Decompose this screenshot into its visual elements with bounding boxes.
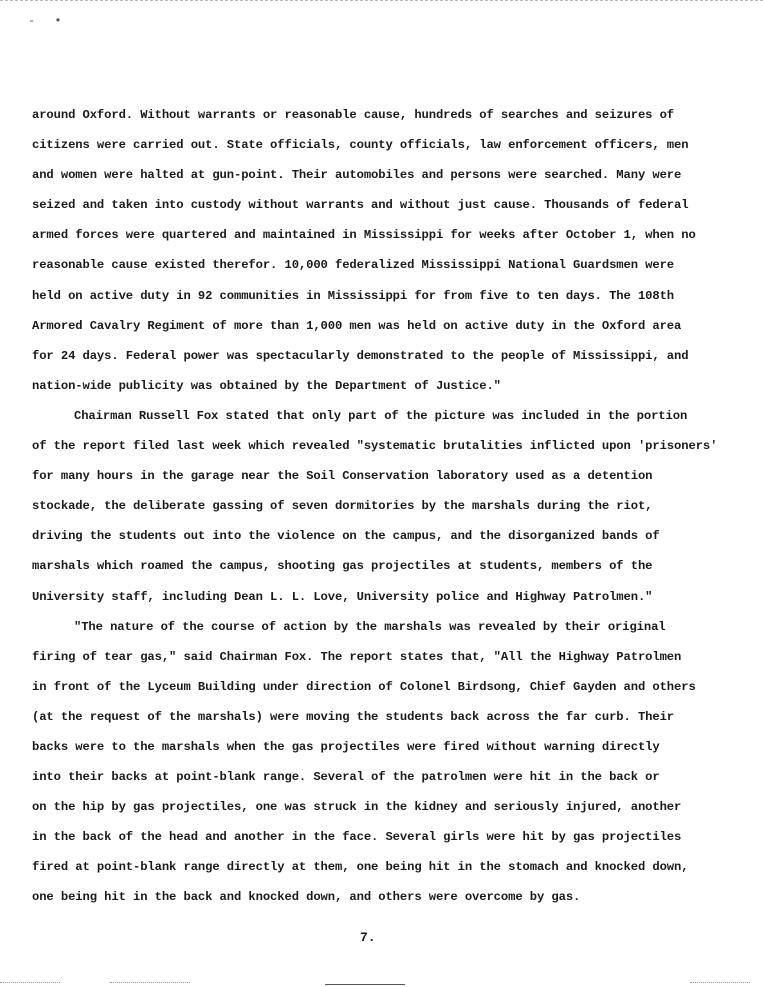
bottom-scan-dots-right [690,982,750,983]
text-line: one being hit in the back and knocked down, and others were overcome by gas. [32,890,581,905]
text-line: fired at point-blank range directly at them, one being hit in the stomach and knocked down, [32,860,689,875]
text-line: held on active duty in 92 communities in Mississippi for from five to ten days. The 108th [32,288,675,303]
text-line: for many hours in the garage near the Soil Conservation laboratory used as a detention [32,469,653,484]
text-line: armed forces were quartered and maintained in Mississippi for weeks after October 1, when no [32,228,696,243]
top-scan-edge [0,0,763,1]
text-line: of the report filed last week which revealed "systematic brutalities inflicted upon 'prisoners' [32,439,718,454]
text-line: University staff, including Dean L. L. Love, University police and Highway Patrolmen." [32,589,653,604]
bottom-scan-dots-mid [110,982,190,983]
text-line: firing of tear gas," said Chairman Fox. The report states that, "All the Highway Patrolmen [32,649,682,664]
page-number: 7. [360,930,376,945]
text-line: Chairman Russell Fox stated that only part of the picture was included in the portion [74,408,688,423]
text-line: in the back of the head and another in the face. Several girls were hit by gas projectiles [32,830,682,845]
top-marks: - • [28,14,68,28]
text-line: around Oxford. Without warrants or reasonable cause, hundreds of searches and seizures of [32,108,675,122]
text-line: nation-wide publicity was obtained by the Department of Justice." [32,378,501,393]
text-line: backs were to the marshals when the gas projectiles were fired without warning directly [32,739,660,754]
bottom-scan-dots-left [0,982,60,983]
text-line: marshals which roamed the campus, shooting gas projectiles at students, members of the [32,559,653,574]
text-line: and women were halted at gun-point. Their automobiles and persons were searched. Many were [32,168,682,183]
text-line: seized and taken into custody without warrants and without just cause. Thousands of federal [32,198,689,213]
text-line: driving the students out into the violence on the campus, and the disorganized bands of [32,529,660,544]
bottom-scan-rule [325,984,405,985]
text-line: in front of the Lyceum Building under direction of Colonel Birdsong, Chief Gayden and others [32,679,696,694]
text-line: Armored Cavalry Regiment of more than 1,000 men was held on active duty in the Oxford area [32,318,682,333]
text-line: reasonable cause existed therefor. 10,000 federalized Mississippi National Guardsmen were [32,258,675,273]
text-line: into their backs at point-blank range. Several of the patrolmen were hit in the back or [32,770,660,785]
text-line: stockade, the deliberate gassing of seven dormitories by the marshals during the riot, [32,499,653,514]
text-line: on the hip by gas projectiles, one was struck in the kidney and seriously injured, another [32,800,682,815]
text-line: citizens were carried out. State officials, county officials, law enforcement officers, men [32,138,689,153]
text-line: "The nature of the course of action by the marshals was revealed by their original [74,619,666,634]
text-line: for 24 days. Federal power was spectacularly demonstrated to the people of Mississippi, and [32,348,689,363]
document-body [32,100,760,913]
text-line: (at the request of the marshals) were moving the students back across the far curb. Their [32,709,675,724]
